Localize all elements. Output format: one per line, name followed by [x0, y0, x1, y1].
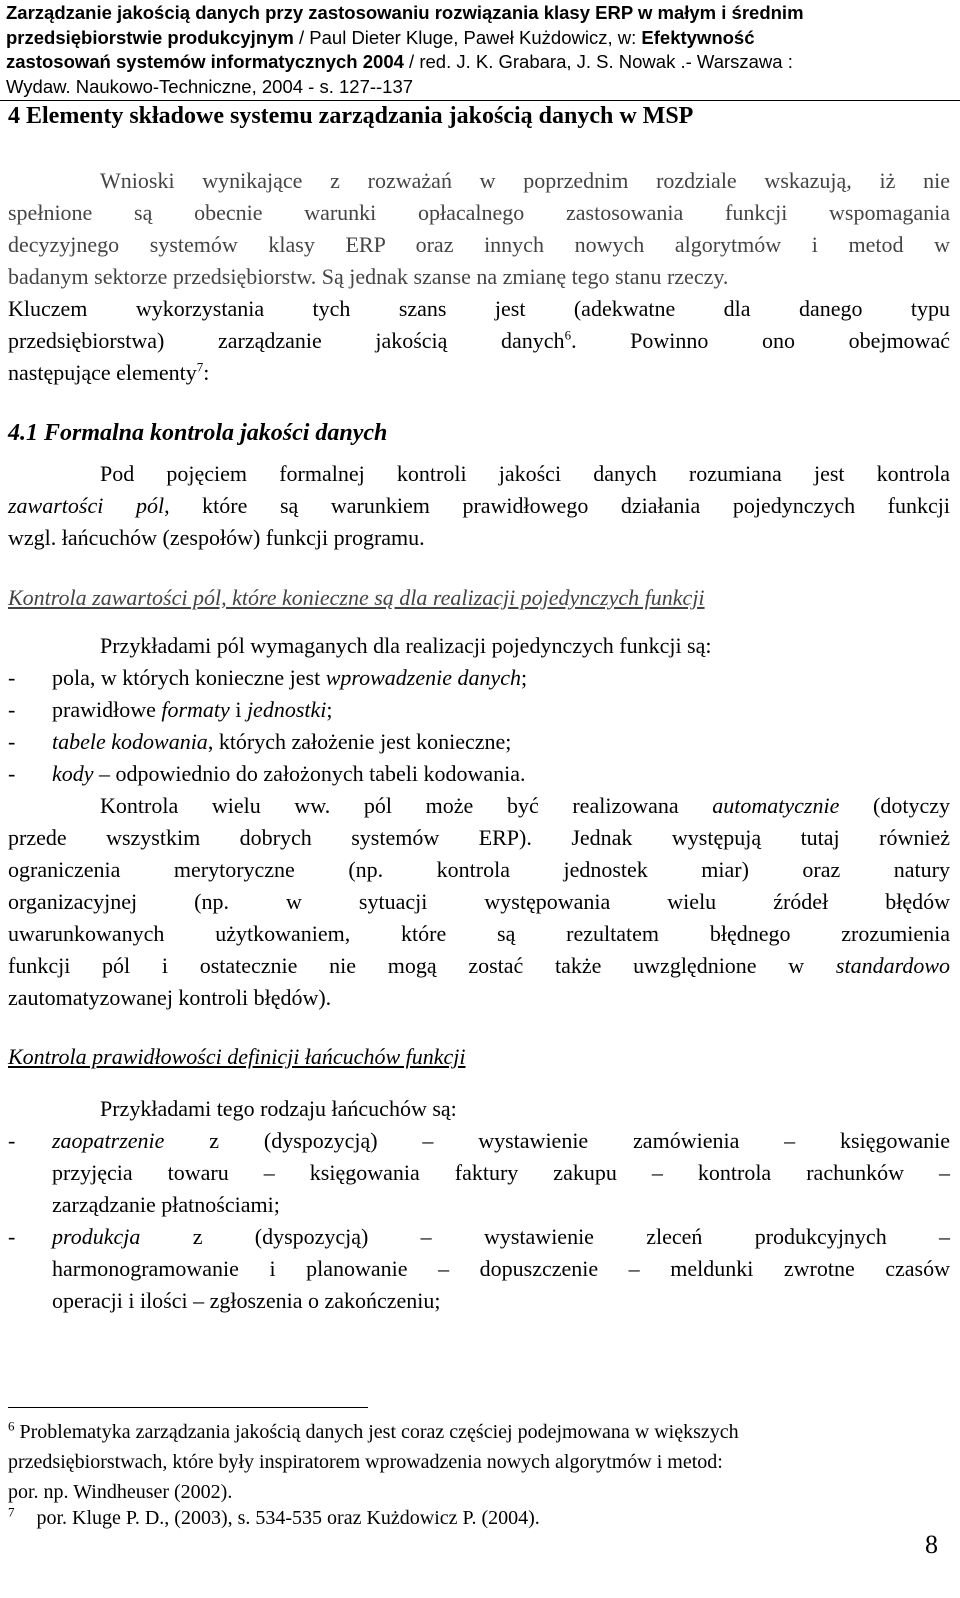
paragraph-line: wzgl. łańcuchów (zespołów) funkcji programu. — [8, 525, 425, 550]
list-item-continuation: harmonogramowanie i planowanie – dopuszczenie – meldunki zwrotne czasów — [52, 1256, 950, 1281]
subheading-chain-control: Kontrola prawidłowości definicji łańcuchów funkcji — [8, 1044, 466, 1069]
section-title: 4 Elementy składowe systemu zarządzania jakością danych w MSP — [8, 103, 694, 129]
list-item: produkcja z (dyspozycją) – wystawienie zleceń produkcyjnych – — [52, 1224, 950, 1249]
list-item-continuation: przyjęcia towaru – księgowania faktury zakupu – kontrola rachunków – — [52, 1160, 950, 1185]
list-item: tabele kodowania, których założenie jest konieczne; — [52, 729, 512, 754]
list-item-continuation: operacji i ilości – zgłoszenia o zakończeniu; — [52, 1288, 441, 1313]
footnote-6: $^6$ Problematyka zarządzania jakością danych jest coraz częściej podejmowana w większych — [8, 1418, 739, 1443]
list-dash: - — [8, 761, 16, 786]
paragraph-line: Przykładami pól wymaganych dla realizacji pojedynczych funkcji są: — [100, 633, 712, 658]
footnote-ref: 7 — [196, 359, 204, 375]
intro-line: przedsiębiorstwa) zarządzanie jakością danych$^6$. Powinno ono obejmować — [8, 327, 950, 353]
subsection-title: 4.1 Formalna kontrola jakości danych — [8, 420, 388, 446]
intro-line: Kluczem wykorzystania tych szans jest (adekwatne dla danego typu — [8, 296, 950, 321]
paragraph-line: ograniczenia merytoryczne (np. kontrola jednostek miar) oraz natury — [8, 857, 950, 882]
citation-line-1: Zarządzanie jakością danych przy zastosowaniu rozwiązania klasy ERP w małym i średnim — [6, 2, 804, 23]
paragraph-line: uwarunkowanych użytkowaniem, które są rezultatem błędnego zrozumienia — [8, 921, 950, 946]
list-item-continuation: zarządzanie płatnościami; — [52, 1192, 280, 1217]
paragraph-line: funkcji pól i ostatecznie nie mogą zostać także uwzględnione w standardowo — [8, 953, 950, 978]
subheading-field-control: Kontrola zawartości pól, które konieczne są dla realizacji pojedynczych funkcji — [8, 585, 705, 610]
list-dash: - — [8, 697, 16, 722]
footnote-7: $^7$ por. Kluge P. D., (2003), s. 534-535 oraz Kużdowicz P. (2004). — [8, 1504, 540, 1529]
paragraph-line: Przykładami tego rodzaju łańcuchów są: — [100, 1096, 457, 1121]
citation-header — [6, 1, 956, 99]
paragraph-line: zautomatyzowanej kontroli błędów). — [8, 985, 332, 1010]
header-divider — [0, 100, 960, 101]
list-item: pola, w których konieczne jest wprowadzenie danych; — [52, 665, 528, 690]
paragraph-line: przede wszystkim dobrych systemów ERP). Jednak występują tutaj również — [8, 825, 950, 850]
intro-line: następujące elementy$^7$: — [8, 359, 210, 385]
intro-line: Wnioski wynikające z rozważań w poprzednim rozdziale wskazują, iż nie — [100, 168, 950, 193]
list-dash: - — [8, 729, 16, 754]
paragraph-line: zawartości pól, które są warunkiem prawidłowego działania pojedynczych funkcji — [8, 493, 950, 518]
footnote-ref: 6 — [564, 327, 572, 343]
page-number: 8 — [925, 1530, 938, 1559]
footnote-6-line: przedsiębiorstwach, które były inspiratorem wprowadzenia nowych algorytmów i metod: — [8, 1451, 723, 1473]
list-dash: - — [8, 1128, 16, 1153]
footnote-rule — [8, 1407, 368, 1408]
list-item: zaopatrzenie z (dyspozycją) – wystawienie zamówienia – księgowanie — [52, 1128, 950, 1153]
citation-line-3: zastosowań systemów informatycznych 2004 / red. J. K. Grabara, J. S. Nowak .- Warszawa : — [6, 51, 793, 72]
paragraph-line: organizacyjnej (np. w sytuacji występowania wielu źródeł błędów — [8, 889, 950, 914]
list-item: prawidłowe formaty i jednostki; — [52, 697, 333, 722]
paragraph-line: Pod pojęciem formalnej kontroli jakości danych rozumiana jest kontrola — [100, 461, 950, 486]
citation-line-2: przedsiębiorstwie produkcyjnym / Paul Dieter Kluge, Paweł Kużdowicz, w: Efektywność — [6, 26, 755, 48]
list-dash: - — [8, 1224, 16, 1249]
intro-line: badanym sektorze przedsiębiorstw. Są jednak szanse na zmianę tego stanu rzeczy. — [8, 264, 729, 289]
list-dash: - — [8, 665, 16, 690]
footnote-6-line: por. np. Windheuser (2002). — [8, 1481, 233, 1503]
intro-line: spełnione są obecnie warunki opłacalnego zastosowania funkcji wspomagania — [8, 200, 950, 225]
paragraph-line: Kontrola wielu ww. pól może być realizowana automatycznie (dotyczy — [100, 793, 950, 818]
list-item: kody – odpowiednio do założonych tabeli kodowania. — [52, 761, 526, 786]
citation-line-4: Wydaw. Naukowo-Techniczne, 2004 - s. 127--137 — [6, 75, 414, 97]
intro-line: decyzyjnego systemów klasy ERP oraz innych nowych algorytmów i metod w — [8, 232, 950, 257]
